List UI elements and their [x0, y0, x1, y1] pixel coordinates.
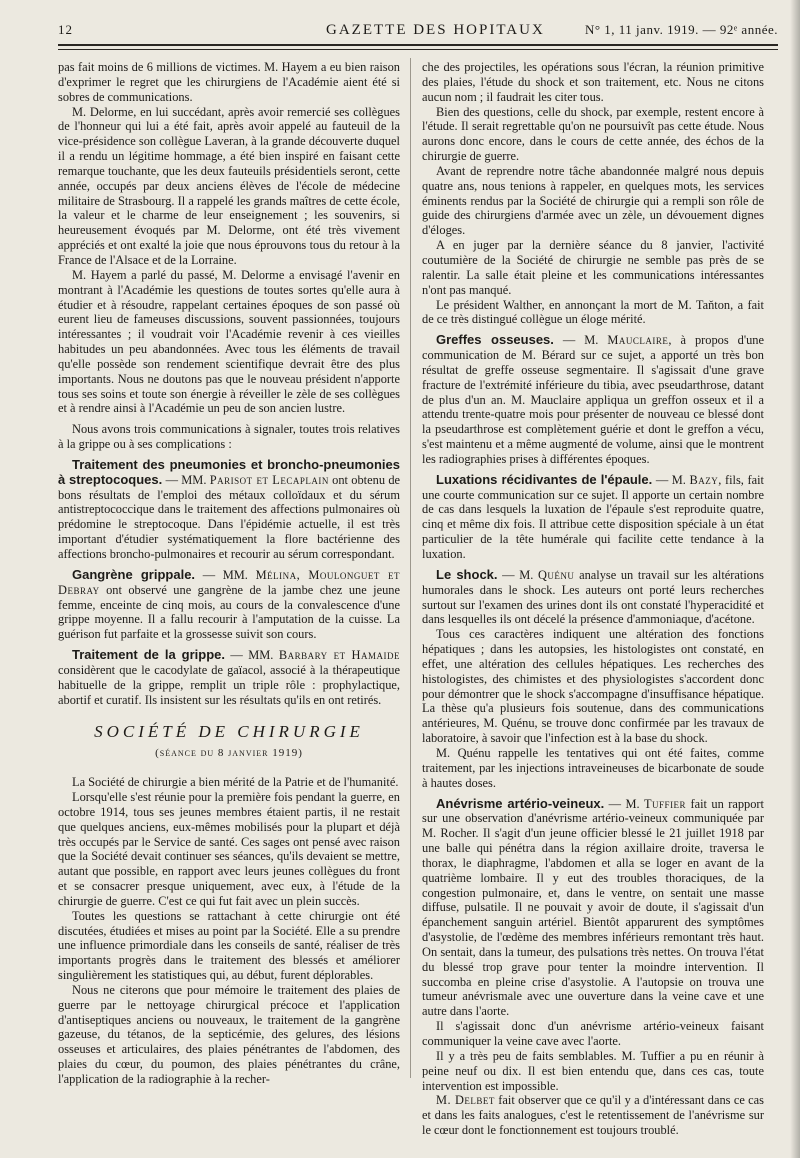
paragraph: Toutes les questions se rattachant à cette chirurgie ont été discutées, étudiées et mises au point par la Société. Elle a su prendre une influence primordiale dans les conseils de santé, réaliser de très importants progrès dans le traitement des blessés et améliorer singulièrement les statistiques qui, au début, furent déplorables. — [58, 908, 400, 983]
subheading: Luxations récidivantes de l'épaule. — [436, 471, 653, 487]
subheading: Le shock. — [436, 566, 498, 582]
author-names: M. Delbet — [436, 1093, 495, 1108]
paragraph: Nous ne citerons que pour mémoire le traitement des plaies de guerre par le nettoyage chirurgical précoce et l'application d'antiseptiques anciens ou nouveaux, le traitement de la gangrène gazeuse, du tétanos, de la septicémie, des gelures, des lésions osseuses et articulaires, des plaies pénétrantes de l'abdomen, des plaies du cœur, du poumon, des plaies pénétrantes du crâne, l'application de la radiographie à la recher- — [58, 982, 400, 1086]
page-header — [58, 18, 778, 42]
subheading: Traitement de la grippe. — [72, 647, 225, 663]
page-number: 12 — [58, 22, 73, 37]
article-luxations: Luxations récidivantes de l'épaule. — M. Bazy, fils, fait une courte communication sur ce sujet. Il apporte un certain nombre de cas dans lesquels la luxation de l'épaule s'est reproduite quatre, cinq et même dix fois. Il attribue cette disposition spéciale à un état particulier de la tête humérale qui facilite cette tendance à la luxation. — [422, 471, 764, 561]
paragraph: Le président Walther, en annonçant la mort de M. Taňton, a fait de ce très distingué collègue un éloge mérité. — [422, 297, 764, 327]
left-column — [58, 60, 400, 1087]
author-names: Barbary et Hamaide — [278, 648, 400, 663]
author-names: Tuffier — [643, 796, 687, 811]
journal-title: GAZETTE DES HOPITAUX — [326, 22, 545, 38]
paragraph: che des projectiles, les opérations sous l'écran, la réunion primitive des plaies, l'étude du shock et son traitement, etc. Nous ne citons aucun nom ; il faudrait les citer tous. — [422, 60, 764, 104]
article-shock: Le shock. — M. Quénu analyse un travail sur les altérations humorales dans le shock. Les auteurs ont porté leurs recherches surtout sur l'examen des urines dont ils ont constaté l'hyperacidité et dans lesquelles ils ont décelé la présence d'ammoniaque, d'acétone. — [422, 566, 764, 627]
paragraph: Il s'agissait donc d'un anévrisme artério-veineux faisant communiquer la veine cave avec l'aorte. — [422, 1019, 764, 1048]
article-grippe: Traitement de la grippe. — MM. Barbary et Hamaide considèrent que le cacodylate de gaïacol, associé à la thérapeutique habituelle de la grippe, remplit un triple rôle : prophylactique, abortif et curatif. Ils insistent sur les résultats qu'ils en ont retirés. — [58, 647, 400, 707]
section-title: SOCIÉTÉ DE CHIRURGIE — [94, 722, 364, 742]
paragraph: pas fait moins de 6 millions de victimes. M. Hayem a eu bien raison d'exprimer le regret que les chirurgiens de l'Académie aient été si sobres de communications. — [58, 60, 400, 104]
subheading: Gangrène grippale. — [72, 566, 196, 582]
subheading: Anévrisme artério-veineux. — [436, 795, 605, 811]
article-pneumonies: Traitement des pneumonies et broncho-pneumonies à streptocoques. — MM. Parisot et Lecaplain ont obtenu de bons résultats de l'emploi des métaux colloïdaux et du sérum antistreptococcique dans le traitement des affections pulmonaires où prédomine le streptocoque. Dans l'épidémie actuelle, il est très important d'étudier systématiquement la flore bactérienne des affections broncho-pulmonaires et recourir au sérum correspondant. — [58, 456, 401, 561]
section-subtitle: (séance du 8 janvier 1919) — [155, 747, 303, 760]
author-names: Quénu — [537, 567, 575, 582]
paragraph: M. Hayem a parlé du passé, M. Delorme a envisagé l'avenir en montrant à l'Académie les questions de toutes sortes qu'elle aura à étudier et à résoudre, rappelant certaines époques de son passé où eurent lieu de fameuses discussions, souvent passionnées, toujours intéressantes ; il voudrait voir l'Académie revenir à ces vieilles habitudes un peu abandonnées. Avec tous les éléments de travail qu'elle possède son rendement scientifique devrait être des plus importants. Nous ne doutons pas que le nouveau président n'apporte tous ses soins et toute son énergie à réveiller le zèle de ses collègues et à rendre ainsi à l'Académie un peu de son ancien lustre. — [58, 267, 400, 416]
author-names: Parisot et Lecaplain — [209, 472, 329, 487]
issue-info: N° 1, 11 janv. 1919. — 92ᵉ année. — [584, 22, 778, 37]
paragraph: Avant de reprendre notre tâche abandonnée malgré nous depuis quatre ans, nous tenions à rappeler, en quelques mots, les services éminents rendus par la Société de chirurgie qui a rempli son rôle de guide des chirurgiens d'armée avec un zèle, un dévouement dignes d'éloges. — [422, 163, 764, 238]
article-anevrisme: Anévrisme artério-veineux. — M. Tuffier fait un rapport sur une observation d'anévrisme artério-veineux communiquée par M. Rocher. Il s'agit d'un jeune officier blessé le 21 juillet 1918 par une balle qui pénétra dans la région axillaire droite, traversa le thorax, le diaphragme, l'abdomen et alla se loger en avant de la quatrième lombaire. Il y eut des troubles thoraciques, de la congestion pulmonaire, et, dans le ventre, on sentait une masse diffuse, pulsatile. Il ne pouvait y avoir de doute, il s'agissait d'un épanchement sanguin artériel. Bientôt apparurent des symptômes d'asystolie, de l'œdème des membres inférieurs remontant très haut. On sentait, dans la tumeur, des pulsations très nettes. On trouva l'état du blessé trop grave pour tenter la moindre intervention. Il succomba en pleine crise d'asystolie. A l'autopsie on trouva une tumeur anévrismale avec une ouverture dans la veine cave et une autre dans l'aorte. — [422, 795, 764, 1019]
paragraph: Lorsqu'elle s'est réunie pour la première fois pendant la guerre, en octobre 1914, tous ses jeunes membres étaient partis, il ne restait que quelques anciens, eux-mêmes mobilisés pour la plupart et déjà très occupés par le Service de santé. Ces sages ont pensé avec raison que la Société devait continuer ses séances, qu'ils devaient se mettre, autant que possible, en rapport avec leurs jeunes collègues du front et se consacrer presque uniquement, avec eux, à l'étude de la chirurgie de guerre. C'est ce qui fut fait avec un plein succès. — [58, 789, 400, 908]
column-divider — [410, 58, 411, 1078]
paragraph: La Société de chirurgie a bien mérité de la Patrie et de l'humanité. — [72, 775, 399, 790]
author-names: Mauclaire — [607, 333, 669, 348]
paragraph: M. Quénu rappelle les tentatives qui ont été faites, comme traitement, par les injections intraveineuses de bicarbonate de soude à hautes doses. — [422, 745, 764, 790]
paragraph: Nous avons trois communications à signaler, toutes trois relatives à la grippe ou à ses complications : — [58, 422, 400, 452]
paragraph: Bien des questions, celle du shock, par exemple, restent encore à l'étude. Il serait regrettable qu'on ne poursuivît pas cette étude. Nous aurons donc encore, dans le cours de cette année, des échos de la chirurgie de guerre. — [422, 104, 764, 164]
paragraph: M. Delorme, en lui succédant, après avoir remercié ses collègues de l'honneur qui lui a été fait, après avoir appelé au fauteuil de la vice-présidence son collègue Laveran, à la grande découverte duquel il a rendu un légitime hommage, a été bien inspiré en faisant cette remarque touchante, que les deux fauteuils présidentiels seront, cette année, occupés par deux anciens élèves de l'école de médecine militaire de Strasbourg. Il a rappelé les grands maîtres de cette école, la valeur et le charme de leur enseignement ; les souvenirs, si heureusement évoqués par M. Delorme, ont été très vivement appréciés et ont exalté la joie que nous éprouvons tous du retour à la France de l'Alsace et de la Lorraine. — [58, 104, 400, 267]
paragraph: Tous ces caractères indiquent une altération des fonctions hépatiques ; dans les autopsies, les histologistes ont constaté, en effet, une altération des cellules hépatiques. Les recherches des histologistes, des chimistes et des physiologistes s'accordent donc pour démontrer que le shock s'accompagne d'insuffisance hépatique. La thèse qu'a plusieurs fois soutenue, dans des communications antérieures, M. Quénu, se trouve donc confirmée par les travaux de laboratoire, à savoir que l'infection est à la base du shock. — [422, 627, 764, 746]
page-edge-shadow — [790, 0, 800, 1158]
author-names: Mélina, Moulonguet et Debray — [58, 567, 400, 597]
article-greffes: Greffes osseuses. — M. Mauclaire, à propos d'une communication de M. Bérard sur ce sujet, a apporté un très bon résultat de greffe osseuse segmentaire. Il s'agissait d'une grave fracture de l'extrémité inférieure du tibia, avec pseudarthrose, datant de plus d'un an. M. Mauclaire appliqua un greffon osseux et il a attendu trente-quatre mois pour présenter de nouveau ce blessé dont la pseudarthrose est complètement guérie et dont le greffon a vécu, s'est maintenu et a même augmenté de volume, ainsi que le montrent les radiographies prises à différentes époques. — [422, 332, 764, 466]
right-column — [422, 60, 764, 1138]
header-rule-thin — [58, 49, 778, 50]
author-names: Bazy — [689, 472, 719, 487]
header-rule-thick — [58, 44, 778, 46]
subheading: Traitement des pneumonies et broncho-pneumonies à streptocoques. — [58, 456, 400, 487]
paragraph: A en juger par la dernière séance du 8 janvier, l'activité coutumière de la Société de chirurgie ne semble pas près de se ralentir. La salle était pleine et les communications intéressantes n'ont pas manqué. — [422, 238, 764, 297]
article-gangrene: Gangrène grippale. — MM. Mélina, Moulonguet et Debray ont observé une gangrène de la jambe chez une jeune femme, enceinte de cinq mois, au cours de la convalescence d'une grippe moyenne. Il a fallu recourir à l'amputation de la cuisse. La guérison fut parfaite et la grossesse suivit son cours. — [58, 566, 400, 642]
paragraph: Il y a très peu de faits semblables. M. Tuffier a pu en réunir à peine neuf ou dix. Il est bien entendu que, dans ces cas, toute intervention est impossible. — [422, 1048, 764, 1093]
paragraph: M. Delbet fait observer que ce qu'il y a d'intéressant dans ce cas et dans les faits analogues, c'est le retentissement de l'anévrisme sur le cœur dont le fonctionnement est toujours troublé. — [422, 1093, 764, 1138]
subheading: Greffes osseuses. — [436, 332, 554, 348]
